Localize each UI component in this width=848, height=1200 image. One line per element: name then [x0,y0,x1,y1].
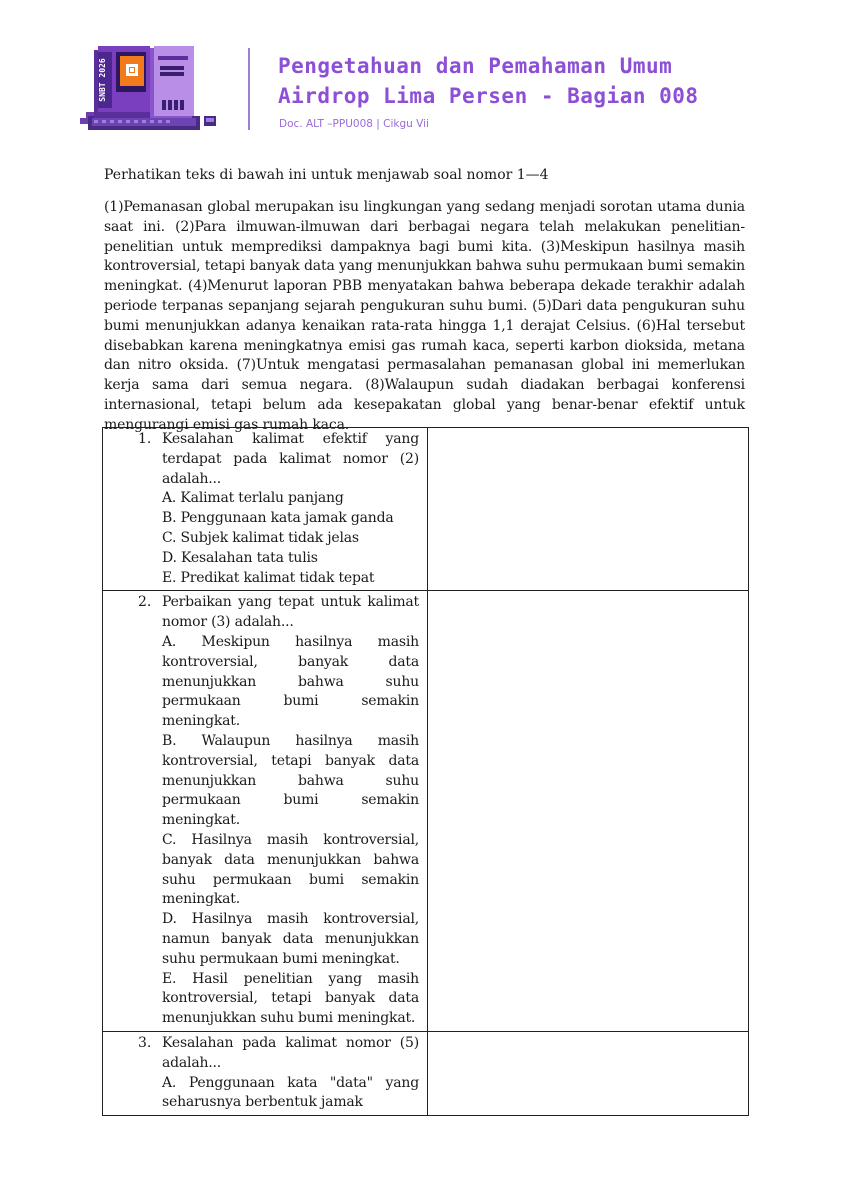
option-c: C. Subjek kalimat tidak jelas [162,529,359,546]
question-number: 1. [138,431,152,447]
question-stem: Perbaikan yang tepat untuk kalimat nomor (3) adalah... [162,594,419,631]
document-header [0,0,848,140]
header-divider [248,48,250,130]
retro-computer-logo [80,42,230,138]
option-b: B. Walaupun hasilnya masih kontroversial, tetapi banyak data menunjukkan bahwa suhu permukaan bumi semakin meningkat. [162,732,419,829]
option-c: C. Hasilnya masih kontroversial, banyak data menunjukkan bahwa suhu permukaan bumi semakin meningkat. [162,831,419,908]
table-row [103,591,749,1032]
header-title-line1: Pengetahuan dan Pemahaman Umum [278,54,673,78]
option-b: B. Penggunaan kata jamak ganda [162,510,394,527]
option-e: E. Hasil penelitian yang masih kontroversial, tetapi banyak data menunjukkan suhu bumi meningkat. [162,970,419,1027]
option-a: A. Meskipun hasilnya masih kontroversial, banyak data menunjukkan bahwa suhu permukaan bumi semakin meningkat. [162,633,419,730]
question-cell [103,428,428,591]
option-d: D. Hasilnya masih kontroversial, namun banyak data menunjukkan suhu permukaan bumi meningkat. [162,911,419,967]
answer-cell [428,591,749,1032]
logo-text: SNBT 2026 [98,58,107,102]
option-a: A. Kalimat terlalu panjang [162,490,344,507]
question-cell [103,591,428,1032]
option-e: E. Predikat kalimat tidak tepat [162,569,375,586]
option-d: D. Kesalahan tata tulis [162,549,318,566]
question-stem: Kesalahan pada kalimat nomor (5) adalah... [162,1034,419,1071]
question-table [102,427,749,1116]
table-row [103,428,749,591]
question-number: 2. [138,594,152,611]
question-number: 3. [138,1034,152,1051]
answer-cell [428,428,749,591]
reading-passage: (1)Pemanasan global merupakan isu lingkungan yang sedang menjadi sorotan utama dunia saat ini. (2)Para ilmuwan-ilmuwan dari berbagai negara telah melakukan penelitian-penelitian untuk memprediksi dampaknya bagi bumi kita. (3)Meskipun hasilnya masih kontroversial, tetapi banyak data yang menunjukkan bahwa suhu permukaan bumi semakin meningkat. (4)Menurut laporan PBB menyatakan bahwa beberapa dekade terakhir adalah periode terpanas sepanjang sejarah pengukuran suhu bumi. (5)Dari data pengukuran suhu bumi menunjukkan adanya kenaikan rata-rata hingga 1,1 derajat Celsius. (6)Hal tersebut disebabkan karena meningkatnya emisi gas rumah kaca, seperti karbon dioksida, metana dan nitro oksida. (7)Untuk mengatasi permasalahan pemanasan global ini memerlukan kerja sama dari semua negara. (8)Walaupun sudah diadakan berbagai konferensi internasional, tetapi belum ada kesepakatan global yang benar-benar efektif untuk mengurangi emisi gas rumah kaca. [104,199,745,433]
document-code: Doc. ALT –PPU008 | Cikgu Vii [279,118,429,130]
header-title-line2: Airdrop Lima Persen - Bagian 008 [278,84,699,108]
question-cell [103,1031,428,1115]
answer-cell [428,1031,749,1115]
question-stem: Kesalahan kalimat efektif yang terdapat pada kalimat nomor (2) adalah... [162,431,419,487]
table-row [103,1031,749,1115]
instruction-text: Perhatikan teks di bawah ini untuk menjawab soal nomor 1—4 [104,167,549,183]
option-a: A. Penggunaan kata "data" yang seharusnya berbentuk jamak [162,1074,419,1111]
